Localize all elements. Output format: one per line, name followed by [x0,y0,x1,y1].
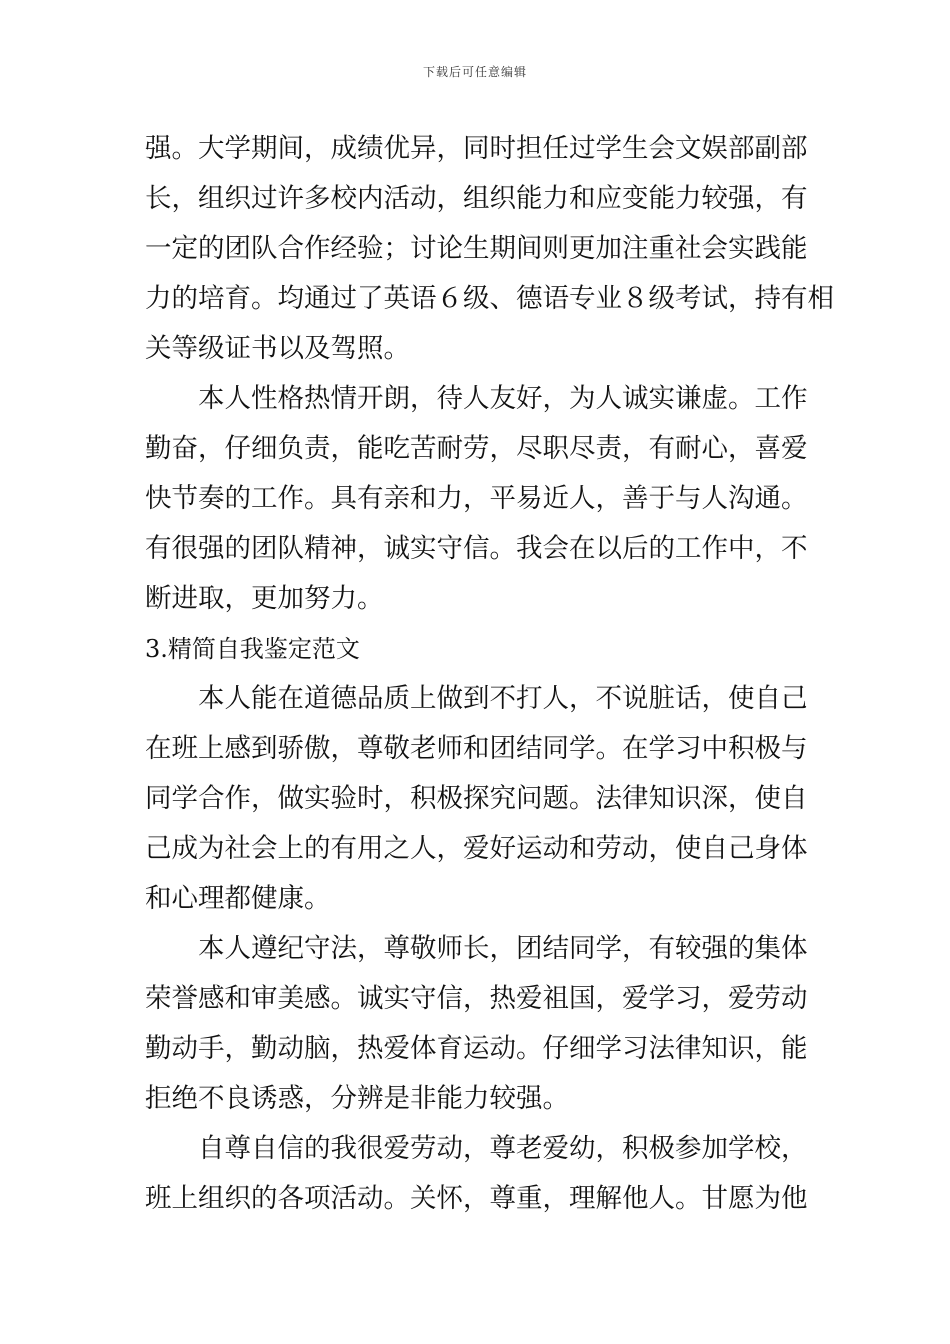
text-line: 班上组织的各项活动。关怀，尊重，理解他人。甘愿为他 [145,1183,808,1214]
text-line: 关等级证书以及驾照。 [145,333,410,364]
text-line: 同学合作，做实验时，积极探究问题。法律知识深，使自 [145,783,808,814]
text-line: 拒绝不良诱惑，分辨是非能力较强。 [145,1083,569,1114]
paragraph-start-line: 本人能在道德品质上做到不打人，不说脏话，使自己 [198,683,808,714]
text-line: 力的培育。均通过了英语６级、德语专业８级考试，持有相 [145,283,834,314]
paragraph-start-line: 自尊自信的我很爱劳动，尊老爱幼，积极参加学校， [198,1133,808,1164]
text-line: 勤奋，仔细负责，能吃苦耐劳，尽职尽责，有耐心，喜爱 [145,433,808,464]
paragraph-start-line: 本人遵纪守法，尊敬师长，团结同学，有较强的集体 [198,933,808,964]
text-line: 快节奏的工作。具有亲和力，平易近人，善于与人沟通。 [145,483,808,514]
text-line: 和心理都健康。 [145,883,331,914]
text-line: 长，组织过许多校内活动，组织能力和应变能力较强，有 [145,183,808,214]
section-heading: 3.精简自我鉴定范文 [145,635,360,663]
text-line: 勤动手，勤动脑，热爱体育运动。仔细学习法律知识，能 [145,1033,808,1064]
text-line: 一定的团队合作经验；讨论生期间则更加注重社会实践能 [145,233,808,264]
document-body [145,124,834,1224]
text-line: 荣誉感和审美感。诚实守信，热爱祖国，爱学习，爱劳动 [145,983,808,1014]
text-line: 断进取，更加努力。 [145,583,384,614]
paragraph-start-line: 本人性格热情开朗，待人友好，为人诚实谦虚。工作 [198,383,808,414]
text-line: 己成为社会上的有用之人，爱好运动和劳动，使自己身体 [145,833,808,864]
text-line: 强。大学期间，成绩优异，同时担任过学生会文娱部副部 [145,133,808,164]
text-line: 在班上感到骄傲，尊敬老师和团结同学。在学习中积极与 [145,733,808,764]
text-line: 有很强的团队精神，诚实守信。我会在以后的工作中，不 [145,533,808,564]
page-header: 下载后可任意编辑 [422,65,527,79]
